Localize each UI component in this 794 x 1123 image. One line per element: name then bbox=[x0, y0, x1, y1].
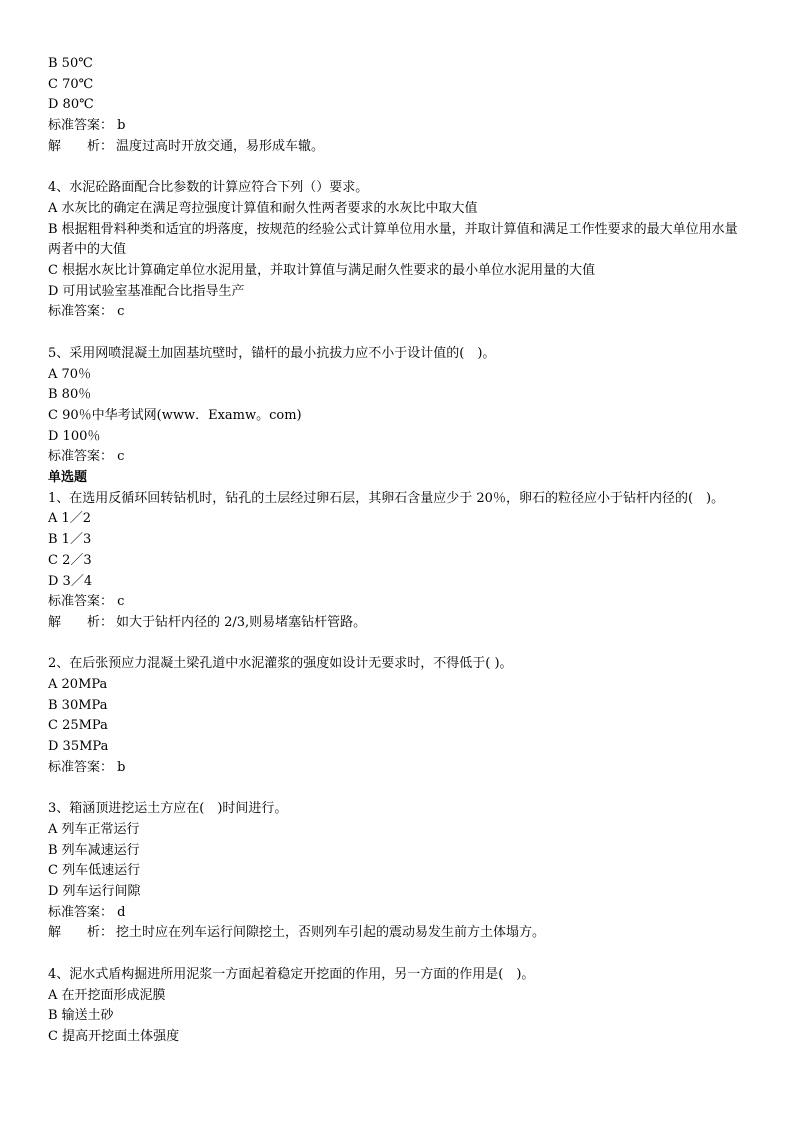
spacer bbox=[48, 944, 748, 965]
option: A 水灰比的确定在满足弯拉强度计算值和耐久性两者要求的水灰比中取大值 bbox=[48, 200, 478, 216]
option: C 90％中华考试网(www．Examw。com) bbox=[48, 407, 302, 423]
explanation-text: 温度过高时开放交通，易形成车辙。 bbox=[116, 138, 325, 154]
option: C 2／3 bbox=[48, 552, 92, 568]
option: B 列车减速运行 bbox=[48, 842, 140, 858]
option: B 30MPa bbox=[48, 697, 108, 713]
option: C 25MPa bbox=[48, 718, 108, 734]
option: D 3／4 bbox=[48, 573, 93, 589]
option: B 1／3 bbox=[48, 532, 92, 548]
spacer bbox=[48, 158, 748, 179]
question-stem: 4、泥水式盾构掘进所用泥浆一方面起着稳定开挖面的作用，另一方面的作用是( )。 bbox=[48, 966, 535, 982]
section-heading: 单选题 bbox=[48, 470, 88, 486]
spacer bbox=[48, 779, 748, 800]
explanation-text: 挖土时应在列车运行间隙挖土，否则列车引起的震动易发生前方土体塌方。 bbox=[116, 925, 546, 941]
explanation bbox=[48, 613, 748, 634]
question-stem: 2、在后张预应力混凝土梁孔道中水泥灌浆的强度如设计无要求时，不得低于( )。 bbox=[48, 656, 513, 672]
option: D 80℃ bbox=[48, 97, 94, 113]
explanation-text: 如大于钻杆内径的 2/3,则易堵塞钻杆管路。 bbox=[116, 614, 367, 630]
question-stem: 5、采用网喷混凝土加固基坑壁时，锚杆的最小抗拔力应不小于设计值的( )。 bbox=[48, 345, 496, 361]
option: D 列车运行间隙 bbox=[48, 884, 141, 900]
option: A 70％ bbox=[48, 366, 92, 382]
option: A 列车正常运行 bbox=[48, 821, 140, 837]
option: A 在开挖面形成泥膜 bbox=[48, 987, 166, 1003]
option: C 提高开挖面土体强度 bbox=[48, 1028, 180, 1044]
answer: 标准答案： c bbox=[48, 449, 125, 465]
option: D 35MPa bbox=[48, 739, 109, 755]
option: B 50℃ bbox=[48, 56, 93, 71]
explanation bbox=[48, 137, 748, 158]
question-stem: 4、水泥砼路面配合比参数的计算应符合下列（）要求。 bbox=[48, 180, 369, 196]
explanation-label: 解 析： bbox=[48, 138, 114, 154]
answer: 标准答案： b bbox=[48, 118, 126, 134]
document-page bbox=[48, 54, 748, 1048]
option: B 根据粗骨料种类和适宜的坍落度，按规范的经验公式计算单位用水量，并取计算值和满足工作性要求的最大单位用水量两者中的大值 bbox=[48, 221, 738, 258]
option: C 70℃ bbox=[48, 76, 94, 92]
answer: 标准答案： d bbox=[48, 904, 126, 920]
explanation bbox=[48, 923, 748, 944]
spacer bbox=[48, 634, 748, 655]
option: A 20MPa bbox=[48, 677, 108, 693]
question-stem: 3、箱涵顶进挖运土方应在( )时间进行。 bbox=[48, 801, 288, 817]
option: B 80％ bbox=[48, 387, 92, 403]
spacer bbox=[48, 323, 748, 344]
explanation-label: 解 析： bbox=[48, 614, 114, 630]
option: D 100％ bbox=[48, 428, 101, 444]
question-stem: 1、在选用反循环回转钻机时，钻孔的土层经过卵石层，其卵石含量应少于 20％，卵石的粒径应小于钻杆内径的( )。 bbox=[48, 490, 725, 506]
option: C 列车低速运行 bbox=[48, 863, 141, 879]
answer: 标准答案： c bbox=[48, 304, 125, 320]
answer: 标准答案： c bbox=[48, 594, 125, 610]
option: A 1／2 bbox=[48, 511, 92, 527]
option: D 可用试验室基准配合比指导生产 bbox=[48, 283, 245, 299]
answer: 标准答案： b bbox=[48, 759, 126, 775]
explanation-label: 解 析： bbox=[48, 925, 114, 941]
option: B 输送土砂 bbox=[48, 1008, 114, 1024]
option: C 根据水灰比计算确定单位水泥用量，并取计算值与满足耐久性要求的最小单位水泥用量的大值 bbox=[48, 263, 596, 279]
